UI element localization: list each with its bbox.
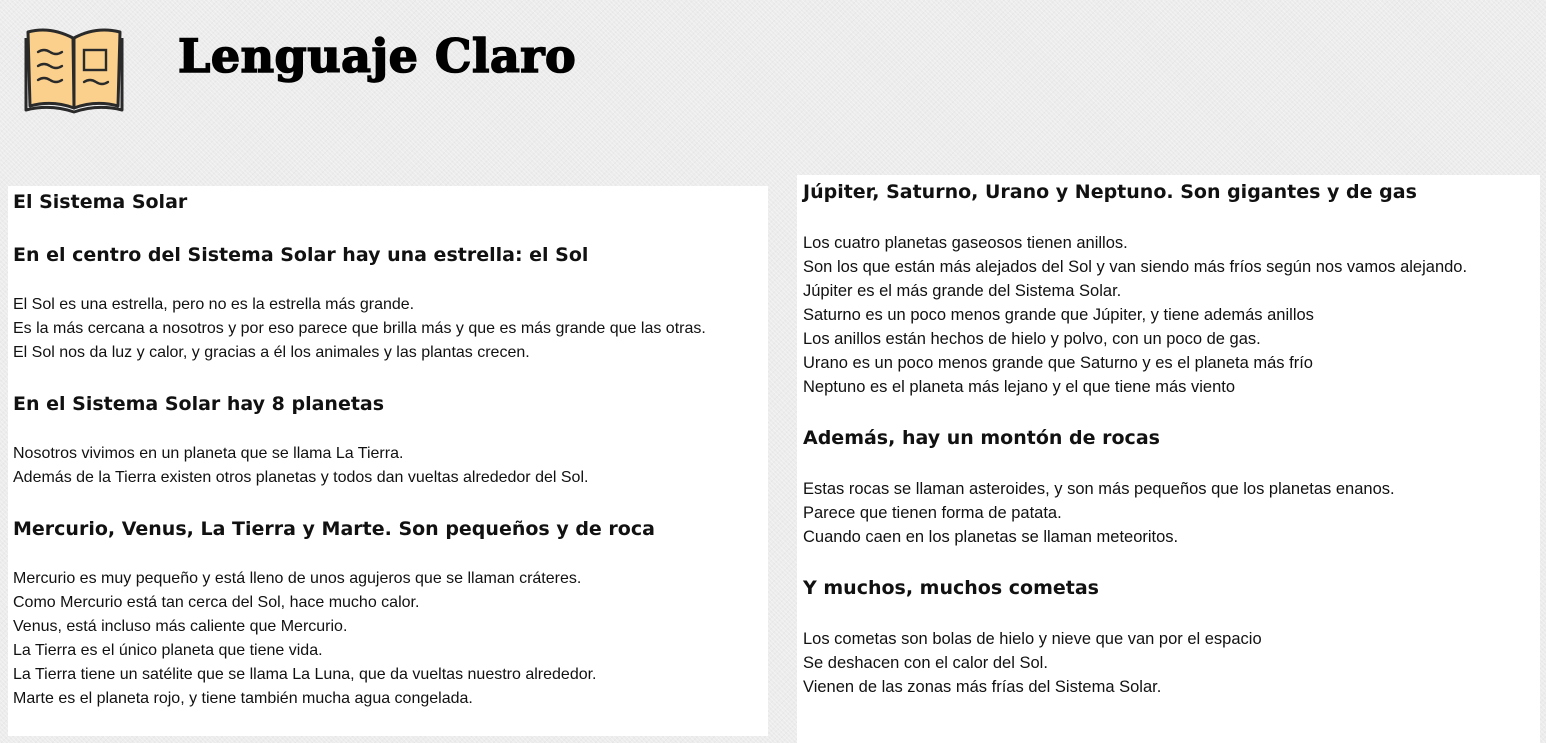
left-text-panel: [8, 186, 768, 736]
paragraph-block: [13, 442, 768, 490]
text-line: Saturno es un poco menos grande que Júpiter, y tiene además anillos: [803, 306, 1314, 324]
section-heading: Además, hay un montón de rocas: [803, 427, 1160, 449]
text-line: Además de la Tierra existen otros planetas y todos dan vueltas alrededor del Sol.: [13, 469, 589, 486]
text-line: Mercurio es muy pequeño y está lleno de unos agujeros que se llaman cráteres.: [13, 570, 582, 587]
right-text-panel: [797, 175, 1540, 743]
section-heading: Júpiter, Saturno, Urano y Neptuno. Son gigantes y de gas: [803, 181, 1417, 203]
text-line: Son los que están más alejados del Sol y van siendo más fríos según nos vamos alejando.: [803, 258, 1468, 276]
text-line: Neptuno es el planeta más lejano y el que tiene más viento: [803, 378, 1236, 396]
text-line: Los anillos están hechos de hielo y polvo, con un poco de gas.: [803, 330, 1261, 348]
doc-title: El Sistema Solar: [13, 191, 188, 213]
text-line: Como Mercurio está tan cerca del Sol, hace mucho calor.: [13, 594, 420, 611]
section-heading: Mercurio, Venus, La Tierra y Marte. Son pequeños y de roca: [13, 518, 655, 540]
page-title: Lenguaje Claro: [178, 29, 577, 83]
text-line: El Sol nos da luz y calor, y gracias a él los animales y las plantas crecen.: [13, 344, 530, 361]
text-line: Júpiter es el más grande del Sistema Solar.: [803, 282, 1122, 300]
text-line: Urano es un poco menos grande que Saturno y es el planeta más frío: [803, 354, 1313, 372]
section-heading: En el Sistema Solar hay 8 planetas: [13, 393, 385, 415]
text-line: Es la más cercana a nosotros y por eso parece que brilla más y que es más grande que las otras.: [13, 320, 706, 337]
text-line: Los cometas son bolas de hielo y nieve que van por el espacio: [803, 630, 1262, 648]
text-line: Parece que tienen forma de patata.: [803, 504, 1062, 522]
paragraph-block: [13, 567, 768, 711]
text-line: Marte es el planeta rojo, y tiene también mucha agua congelada.: [13, 690, 473, 707]
paragraph-block: [13, 293, 768, 365]
section-heading: Y muchos, muchos cometas: [803, 577, 1099, 599]
open-book-icon: [22, 24, 126, 114]
text-line: Estas rocas se llaman asteroides, y son más pequeños que los planetas enanos.: [803, 480, 1395, 498]
paragraph-block: [803, 477, 1540, 549]
paragraph-block: [803, 231, 1540, 399]
text-line: Cuando caen en los planetas se llaman meteoritos.: [803, 528, 1179, 546]
text-line: El Sol es una estrella, pero no es la estrella más grande.: [13, 296, 415, 313]
text-line: La Tierra es el único planeta que tiene vida.: [13, 642, 323, 659]
text-line: Nosotros vivimos en un planeta que se llama La Tierra.: [13, 445, 404, 462]
text-line: Se deshacen con el calor del Sol.: [803, 654, 1048, 672]
text-line: La Tierra tiene un satélite que se llama La Luna, que da vueltas nuestro alrededor.: [13, 666, 597, 683]
text-line: Venus, está incluso más caliente que Mercurio.: [13, 618, 348, 635]
paragraph-block: [803, 627, 1540, 699]
text-line: Vienen de las zonas más frías del Sistema Solar.: [803, 678, 1162, 696]
section-heading: En el centro del Sistema Solar hay una estrella: el Sol: [13, 244, 589, 266]
text-line: Los cuatro planetas gaseosos tienen anillos.: [803, 234, 1128, 252]
